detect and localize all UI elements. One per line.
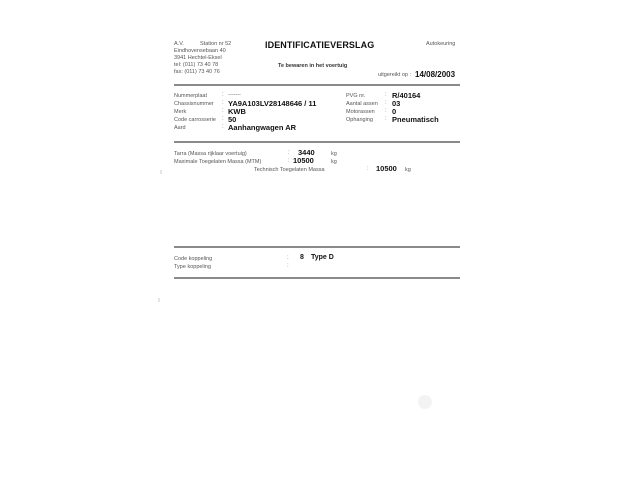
- separator: :: [367, 166, 369, 172]
- axles-label: Aantal assen: [346, 101, 378, 107]
- technical-mass-value: 10500: [376, 164, 397, 173]
- mtm-label: Maximale Toegelaten Massa (MTM): [174, 159, 262, 165]
- coupling-code-value: 8: [300, 254, 304, 261]
- separator: :: [385, 100, 387, 106]
- mtm-unit: kg: [331, 159, 337, 165]
- document-title: IDENTIFICATIEVERSLAG: [265, 40, 375, 50]
- scan-artifact: [160, 170, 162, 174]
- divider: [174, 277, 460, 279]
- coupling-type-label: Type koppeling: [174, 264, 211, 270]
- separator: :: [287, 255, 289, 261]
- body-code-label: Code carrosserie: [174, 117, 216, 123]
- separator: :: [288, 158, 290, 164]
- body-code-value: 50: [228, 115, 237, 124]
- separator: :: [222, 92, 224, 98]
- fax-number: fax: (011) 73 40 76: [174, 69, 220, 75]
- separator: :: [222, 100, 224, 106]
- category-label: Autokeuring: [426, 41, 456, 47]
- drive-axles-label: Motorassen: [346, 109, 375, 115]
- technical-mass-label: Technisch Toegelaten Massa: [254, 167, 325, 173]
- issued-date-label: uitgereikt op :: [378, 72, 412, 78]
- divider: [174, 246, 460, 248]
- coupling-code-type: Type D: [311, 254, 334, 261]
- separator: :: [385, 116, 387, 122]
- plate-label: Nummerplaat: [174, 93, 208, 99]
- chassis-label: Chassisnummer: [174, 101, 214, 107]
- issued-date: 14/08/2003: [415, 70, 456, 79]
- address-line-2: 3941 Hechtel-Eksel: [174, 55, 222, 61]
- keep-in-vehicle-notice: Te bewaren in het voertuig: [278, 63, 348, 69]
- chassis-value: YA9A103LV28148646 / 11: [228, 99, 317, 108]
- tare-value: 3440: [298, 148, 315, 157]
- tare-unit: kg: [331, 151, 337, 157]
- separator: :: [288, 150, 290, 156]
- scan-artifact: [418, 395, 432, 409]
- drive-axles-value: 0: [392, 107, 397, 116]
- separator: :: [222, 124, 224, 130]
- plate-value: -------: [228, 92, 241, 98]
- type-value: Aanhangwagen AR: [228, 123, 297, 132]
- tare-label: Tarra (Massa rijklaar voertuig): [174, 151, 247, 157]
- separator: :: [222, 116, 224, 122]
- type-label: Aard: [174, 125, 186, 131]
- station-number: Station nr 52: [200, 41, 232, 47]
- separator: :: [385, 92, 387, 98]
- org-label: A.V.: [174, 41, 184, 47]
- technical-mass-unit: kg: [405, 167, 411, 173]
- separator: :: [385, 108, 387, 114]
- pvg-label: PVG nr.: [346, 93, 366, 99]
- axles-value: 03: [392, 99, 401, 108]
- address-line-1: Eindhovensebaan 40: [174, 48, 226, 54]
- scan-artifact: [158, 298, 160, 302]
- suspension-value: Pneumatisch: [392, 115, 439, 124]
- suspension-label: Ophanging: [346, 117, 373, 123]
- phone-number: tel: (011) 73 40 78: [174, 62, 219, 68]
- separator: :: [222, 108, 224, 114]
- make-value: KWB: [228, 107, 246, 116]
- pvg-value: R/40164: [392, 91, 421, 100]
- divider: [174, 84, 460, 86]
- separator: :: [287, 263, 289, 269]
- coupling-code-label: Code koppeling: [174, 256, 213, 262]
- mtm-value: 10500: [293, 156, 314, 165]
- make-label: Merk: [174, 109, 187, 115]
- divider: [174, 141, 460, 143]
